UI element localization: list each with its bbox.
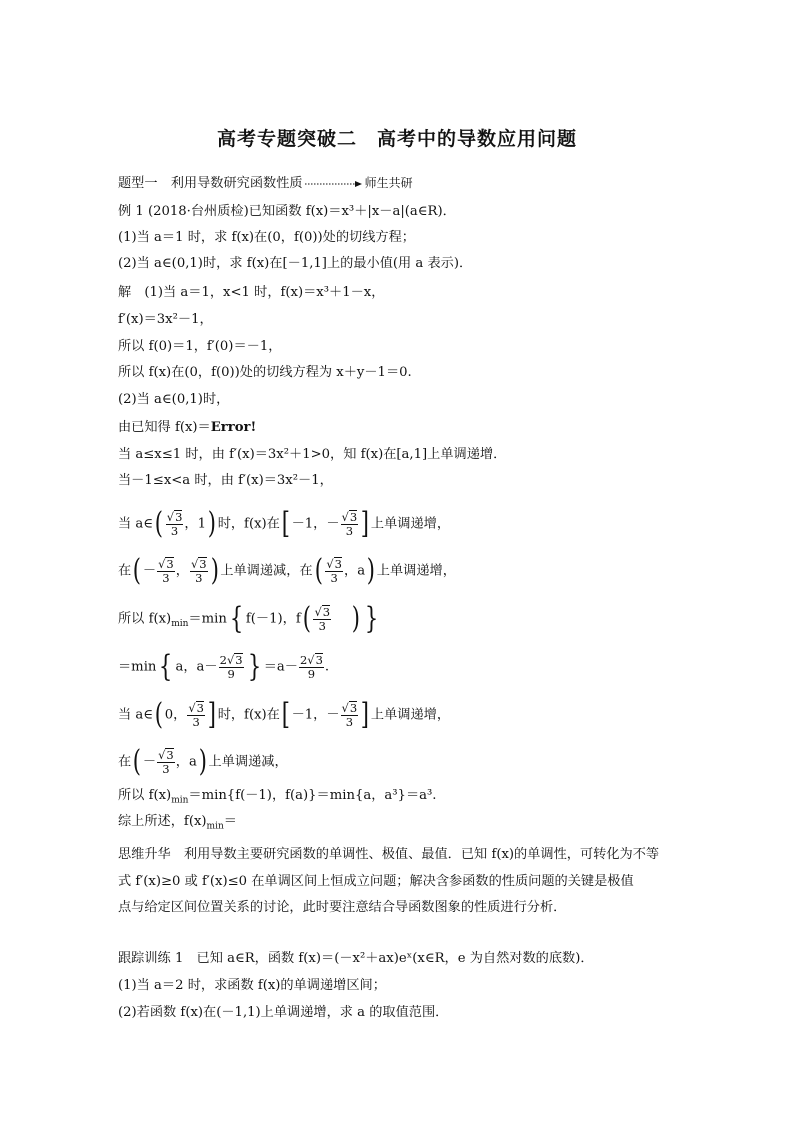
summary-paragraph-line: 思维升华 利用导数主要研究函数的单调性、极值、最值．已知 f(x)的单调性，可转化为不等	[118, 847, 660, 862]
practice-statement: 跟踪训练 1 已知 a∈R，函数 f(x)＝(－x²＋ax)eˣ(x∈R，e 为自然对数的底数)．	[118, 951, 594, 966]
section-heading	[118, 174, 413, 193]
dotted-arrow-icon	[305, 180, 363, 188]
error-text: Error!	[210, 420, 257, 435]
summary-paragraph-line: 点与给定区间位置关系的讨论，此时要注意结合导函数图象的性质进行分析．	[118, 900, 567, 915]
practice-question-1: (1)当 a＝2 时，求函数 f(x)的单调递增区间；	[118, 978, 386, 993]
question-2: (2)当 a∈(0,1)时，求 f(x)在[－1,1]上的最小值(用 a 表示)．	[118, 256, 473, 271]
solution-line: 所以 f(0)＝1，f′(0)＝－1，	[118, 339, 282, 354]
page-title: 高考专题突破二 高考中的导数应用问题	[216, 128, 577, 150]
solution-line: f′(x)＝3x²－1，	[118, 312, 213, 327]
fraction: $\frac{2√3}{9}$	[299, 653, 323, 681]
question-1: (1)当 a＝1 时，求 f(x)在(0，f(0))处的切线方程；	[118, 230, 415, 245]
solution-line: 当 a≤x≤1 时，由 f′(x)＝3x²＋1>0，知 f(x)在[a,1]上单调递增．	[118, 447, 507, 462]
solution-line: 由已知得 f(x)＝Error!	[118, 420, 257, 435]
fraction: $\frac{√3}{3}$	[326, 557, 342, 585]
fraction: $\frac{√3}{3}$	[341, 701, 358, 729]
solution-line: 当 a∈( 0， $\frac{√3}{3}$ ] 时，f(x)在[ －1，－ $\frac{√3}{3}$ ] 上单调递增，	[118, 697, 451, 732]
fraction: $\frac{√3}{3}$	[166, 510, 183, 538]
solution-line: 所以 $f(x)_{min}=\min\{f(-1)$，f(a)}＝min{a，a³}＝a³.	[118, 788, 437, 806]
section-tag: 师生共研	[364, 176, 413, 190]
fraction: $\frac{√3}{3}$	[190, 557, 207, 585]
solution-line: 当－1≤x<a 时，由 f′(x)＝3x²－1，	[118, 473, 333, 488]
summary-paragraph-line: 式 f′(x)≥0 或 f′(x)≤0 在单调区间上恒成立问题；解决含参函数的性质问题的关键是极值	[118, 874, 634, 889]
example-statement: 例 1 (2018·台州质检)已知函数 f(x)＝x³＋|x－a|(a∈R)．	[118, 204, 456, 219]
fraction: $\frac{√3}{3}$	[158, 748, 174, 776]
solution-line: ＝min{ a，a－ $\frac{2√3}{9}$ } ＝a－ $\frac{2√3}{9}$ .	[118, 649, 330, 684]
solution-line: (2)当 a∈(0,1)时，	[118, 392, 230, 407]
solution-line: 解 (1)当 a＝1，x<1 时，f(x)＝x³＋1－x，	[118, 285, 385, 300]
solution-line: 在( － $\frac{√3}{3}$ ， $\frac{√3}{3}$ ) 上单调递减，在( $\frac{√3}{3}$ ，a) 上单调递增，	[118, 553, 456, 588]
solution-line: 在( － $\frac{√3}{3}$ ，a) 上单调递减，	[118, 744, 288, 779]
section-label: 题型一 利用导数研究函数性质	[118, 176, 303, 191]
fraction: $\frac{√3}{3}$	[188, 701, 204, 729]
fraction: $\frac{√3}{3}$	[158, 557, 174, 585]
fraction: $\frac{√3}{3}$	[341, 510, 358, 538]
solution-line: 当 a∈( $\frac{√3}{3}$ ，1) 时，f(x)在[ －1，－ $\frac{√3}{3}$ ] 上单调递增，	[118, 506, 451, 541]
fraction: $\frac{2√3}{9}$	[219, 653, 243, 681]
solution-line: 综上所述，$f(x)_{min}=$	[118, 814, 237, 832]
fraction: $\frac{√3}{3}$	[314, 605, 331, 633]
practice-question-2: (2)若函数 f(x)在(－1,1)上单调递增，求 a 的取值范围．	[118, 1005, 449, 1020]
solution-line: 所以 $f(x)_{min}=\min${ f(－1)，f( $\frac{√3}{3}$ ) }	[118, 601, 379, 636]
solution-line: 所以 f(x)在(0，f(0))处的切线方程为 x＋y－1＝0.	[118, 365, 412, 380]
